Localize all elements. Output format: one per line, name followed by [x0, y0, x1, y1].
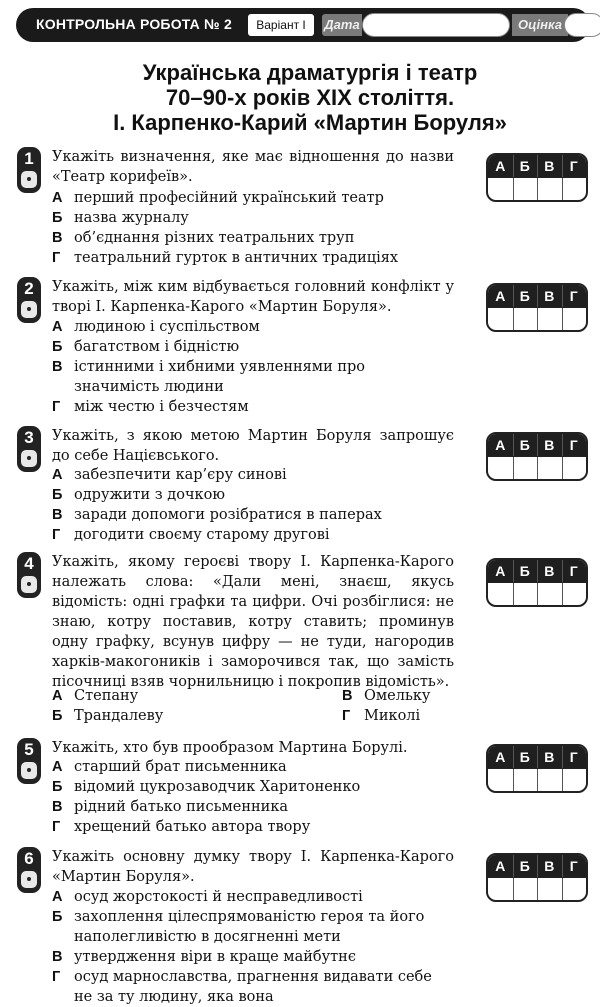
answer-letter-cell: А	[495, 288, 506, 304]
option-v: В рідний батько письменника	[52, 799, 289, 815]
option-a: А осуд жорстокості й несправедливості	[52, 889, 363, 905]
answer-letter-cell: В	[544, 288, 555, 304]
answer-letter-cell: А	[495, 158, 506, 174]
question-number-badge: 3	[17, 426, 41, 472]
test-title: КОНТРОЛЬНА РОБОТА № 2	[36, 16, 232, 32]
answer-letter-cell: Г	[569, 437, 578, 453]
title-line-2: 70–90-х років ХІХ століття.	[165, 85, 455, 110]
answer-letter-cell: Б	[519, 749, 530, 765]
option-v: В Омельку	[342, 688, 431, 704]
answer-letter-cell: Б	[519, 158, 530, 174]
option-a: А забезпечити кар’єру синові	[52, 467, 287, 483]
option-g: Г Миколі	[342, 708, 421, 724]
option-a: А старший брат письменника	[52, 759, 287, 775]
question-text: Укажіть визначення, яке має відношення до назви «Театр корифеїв».	[52, 149, 454, 185]
option-g: Г театральний гурток в античних традиціях	[52, 250, 399, 266]
answer-options	[52, 887, 452, 1007]
option-b: Б назва журналу	[52, 210, 189, 226]
option-v: В заради допомоги розібратися в паперах	[52, 507, 382, 523]
page-title	[60, 60, 560, 135]
answer-letter-cell: Г	[569, 563, 578, 579]
question-number-badge: 1	[17, 147, 41, 193]
answer-options	[52, 686, 452, 726]
grade-field[interactable]	[564, 13, 600, 37]
answer-grid[interactable]	[486, 558, 588, 607]
answer-letter-cell: Г	[569, 158, 578, 174]
answer-letter-cell: А	[495, 749, 506, 765]
option-v: В істинними і хибними уявленнями про значимість людини	[52, 359, 366, 395]
question-number-badge: 5	[17, 738, 41, 784]
question-text: Укажіть основну думку твору І. Карпенка-Карого «Мартин Боруля».	[52, 849, 454, 885]
title-line-3: І. Карпенко-Карий «Мартин Боруля»	[113, 110, 507, 135]
answer-letter-cell: А	[495, 563, 506, 579]
option-g: Г осуд марнославства, прагнення видавати себе не за ту людину, яка вона	[52, 969, 432, 1005]
option-b: Б одружити з дочкою	[52, 487, 225, 503]
answer-letter-cell: В	[544, 858, 555, 874]
answer-letter-cell: Б	[519, 437, 530, 453]
date-label: Дата	[322, 14, 362, 36]
variant-label: Варіант І	[248, 14, 314, 36]
answer-options	[52, 317, 452, 417]
option-b: Б захоплення цілеспрямованістю героя та його наполегливістю в досягненні мети	[52, 909, 425, 945]
answer-grid[interactable]	[486, 853, 588, 902]
option-b: Б Трандалеву	[52, 708, 164, 724]
option-a: А перший професійний український театр	[52, 190, 384, 206]
title-line-1: Українська драматургія і театр	[142, 60, 478, 85]
question-text: Укажіть, хто був прообразом Мартина Борулі.	[52, 740, 408, 756]
answer-letter-cell: Б	[519, 858, 530, 874]
answer-letter-cell: В	[544, 437, 555, 453]
option-a: А людиною і суспільством	[52, 319, 260, 335]
answer-letter-cell: В	[544, 158, 555, 174]
answer-options	[52, 465, 452, 545]
answer-letter-cell: Б	[519, 288, 530, 304]
answer-letter-cell: Г	[569, 288, 578, 304]
option-b: Б відомий цукрозаводчик Харитоненко	[52, 779, 361, 795]
header-bar	[16, 8, 590, 42]
answer-letter-cell: В	[544, 563, 555, 579]
option-g: Г хрещений батько автора твору	[52, 819, 311, 835]
answer-letter-cell: А	[495, 858, 506, 874]
answer-letter-cell: Г	[569, 858, 578, 874]
option-g: Г між честю і безчестям	[52, 399, 249, 415]
answer-letter-cell: Б	[519, 563, 530, 579]
answer-letter-cell: В	[544, 749, 555, 765]
answer-grid[interactable]	[486, 432, 588, 481]
question-text: Укажіть, якому героєві твору І. Карпенка-Карого належать слова: «Дали мені, знаєш, якусь відомість: одні графки та цифри. Очі розбіглися: не знаю, котру поставив, котру ставить; проминув одну графку, всунув цифру — не туди, нагородив харків-макогоників і заморочився так, що замість пісочниці взяв чорнильницю і покропив відомість».	[52, 554, 454, 690]
option-v: В утвердження віри в краще майбутнє	[52, 949, 356, 965]
question-text: Укажіть, з якою метою Мартин Боруля запрошує до себе Націєвського.	[52, 428, 454, 464]
option-b: Б багатством і бідністю	[52, 339, 240, 355]
answer-letter-cell: Г	[569, 749, 578, 765]
option-a: А Степану	[52, 688, 139, 704]
answer-options	[52, 188, 452, 268]
answer-grid[interactable]	[486, 283, 588, 332]
option-g: Г догодити своєму старому другові	[52, 527, 330, 543]
question-text: Укажіть, між ким відбувається головний конфлікт у творі І. Карпенка-Карого «Мартин Боруля».	[52, 279, 454, 315]
question-number-badge: 4	[17, 552, 41, 598]
answer-letter-cell: А	[495, 437, 506, 453]
grade-label: Оцінка	[512, 14, 568, 36]
answer-options	[52, 757, 452, 837]
answer-grid[interactable]	[486, 744, 588, 793]
question-number-badge: 2	[17, 277, 41, 323]
question-number-badge: 6	[17, 847, 41, 893]
date-field[interactable]	[362, 13, 510, 37]
option-v: В об’єднання різних театральних труп	[52, 230, 355, 246]
answer-grid[interactable]	[486, 153, 588, 202]
